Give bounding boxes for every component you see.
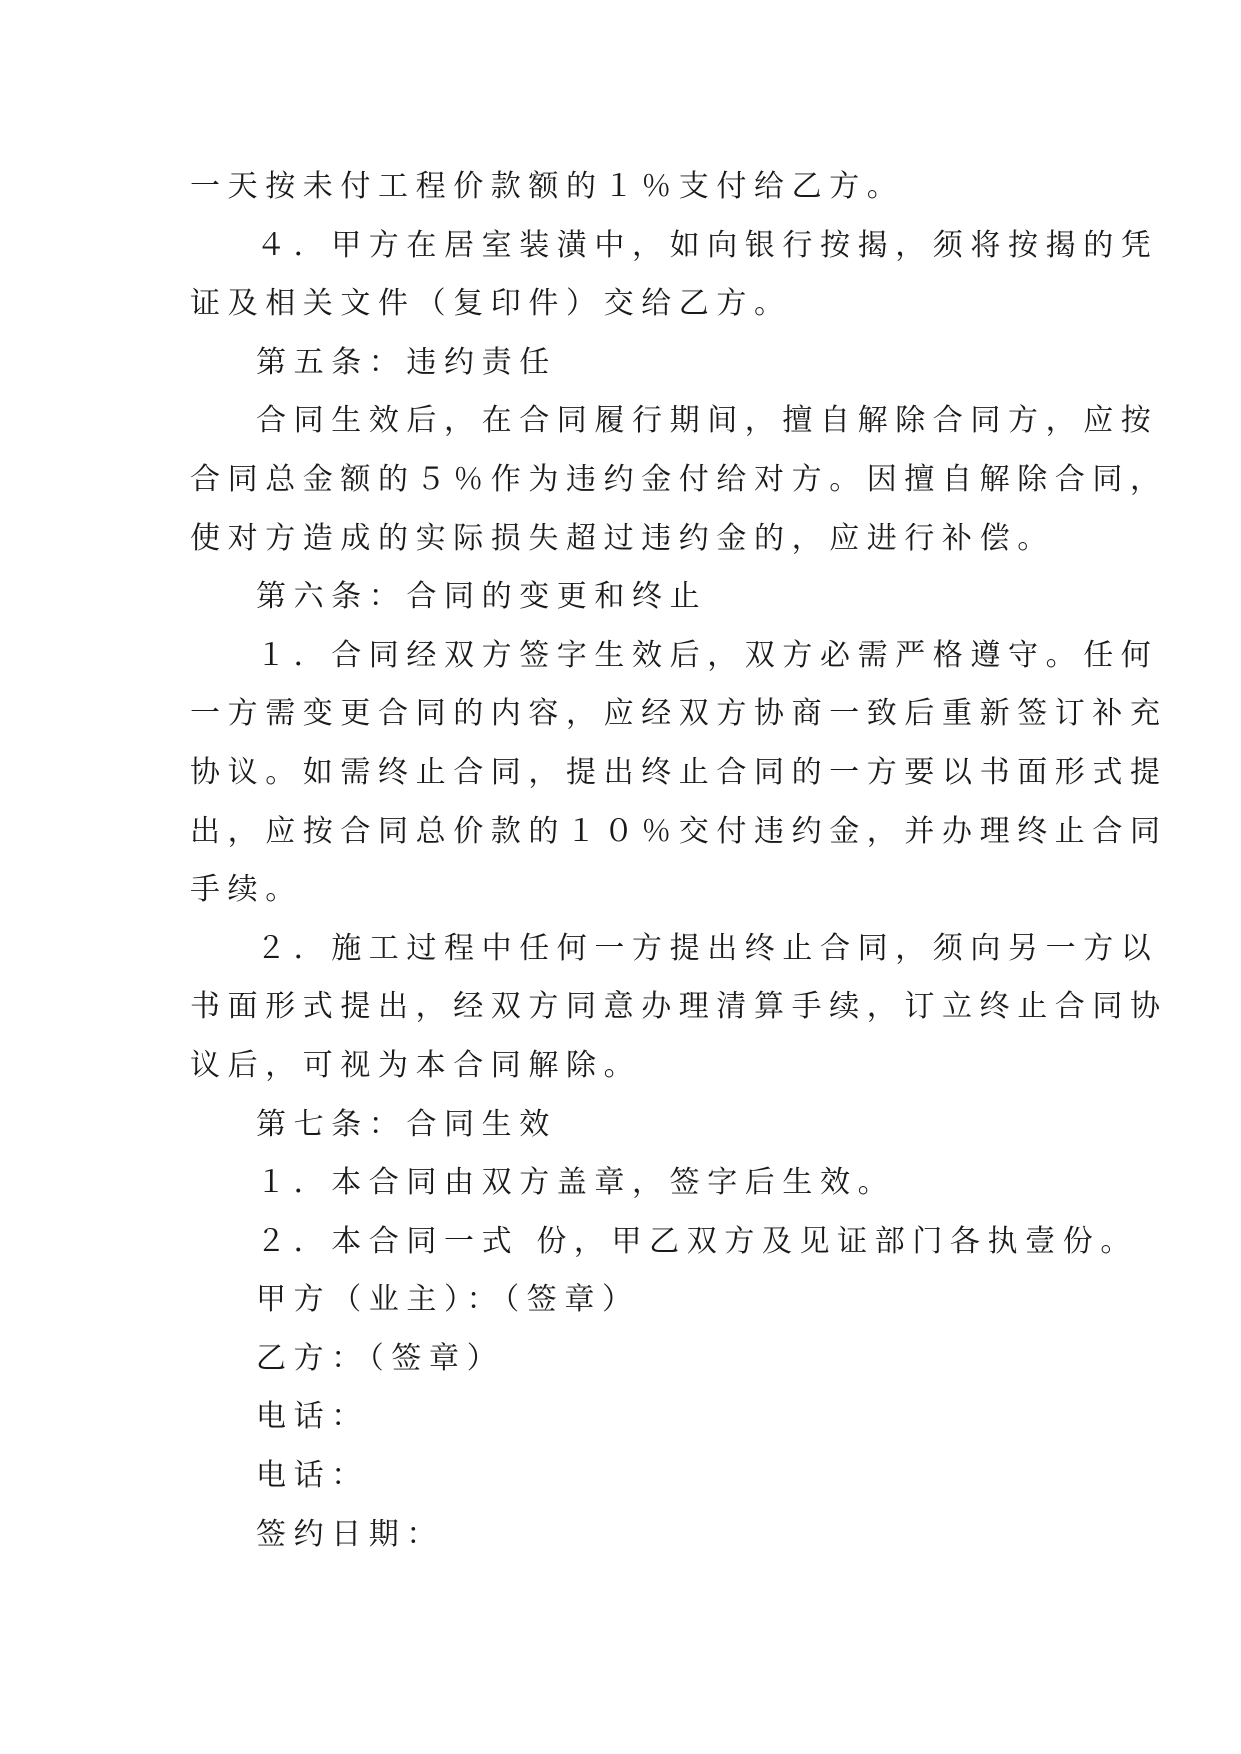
text-line: 出，应按合同总价款的１０％交付违约金，并办理终止合同 (190, 813, 1168, 849)
signing-date-line: 签约日期： (256, 1516, 444, 1552)
signature-party-b: 乙方：（签章） (256, 1340, 505, 1376)
text-line: 合同总金额的５％作为违约金付给对方。因擅自解除合同， (190, 461, 1168, 497)
text-line: 一方需变更合同的内容，应经双方协商一致后重新签订补充 (190, 696, 1168, 732)
text-line: １．本合同由双方盖章，签字后生效。 (256, 1165, 896, 1201)
text-line: 书面形式提出，经双方同意办理清算手续，订立终止合同协 (190, 989, 1168, 1025)
text-line: 证及相关文件（复印件）交给乙方。 (190, 286, 792, 322)
phone-line: 电话： (256, 1458, 369, 1494)
text-line: 议后，可视为本合同解除。 (190, 1047, 642, 1083)
text-line: ４．甲方在居室装潢中，如向银行按揭，须将按揭的凭 (256, 227, 1159, 263)
text-line: 合同生效后，在合同履行期间，擅自解除合同方，应按 (256, 403, 1159, 439)
text-line: １．合同经双方签字生效后，双方必需严格遵守。任何 (256, 637, 1159, 673)
text-line: 使对方造成的实际损失超过违约金的，应进行补偿。 (190, 520, 1055, 556)
text-line: 协议。如需终止合同，提出终止合同的一方要以书面形式提 (190, 754, 1168, 790)
text-line: ２．施工过程中任何一方提出终止合同，须向另一方以 (256, 930, 1159, 966)
section-heading: 第七条：合同生效 (256, 1106, 557, 1142)
text-line: 手续。 (190, 872, 303, 908)
text-line: ２．本合同一式 份，甲乙双方及见证部门各执壹份。 (256, 1223, 1138, 1259)
document-body (190, 158, 1168, 1564)
phone-line: 电话： (256, 1399, 369, 1435)
section-heading: 第六条：合同的变更和终止 (256, 579, 708, 615)
section-heading: 第五条：违约责任 (256, 344, 557, 380)
text-line: 一天按未付工程价款额的１％支付给乙方。 (190, 169, 905, 204)
signature-party-a: 甲方（业主）：（签章） (256, 1282, 640, 1318)
